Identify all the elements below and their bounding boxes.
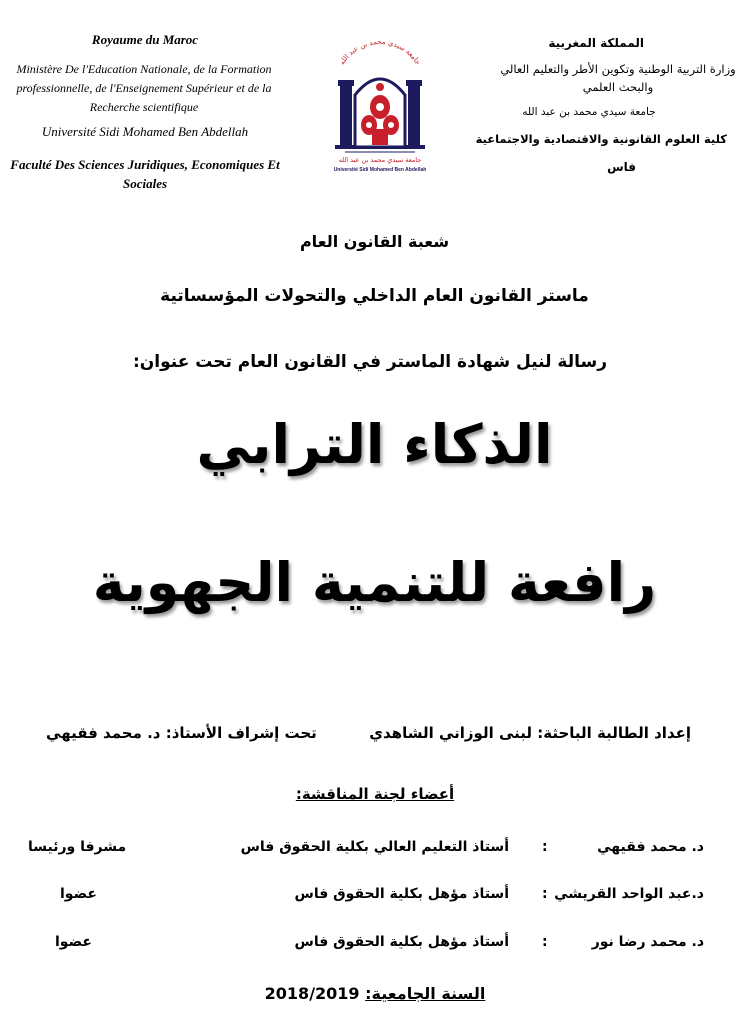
academic-year-value: 2018/2019 — [264, 984, 360, 1003]
member-colon: : — [542, 839, 548, 855]
master-program: ماستر القانون العام الداخلي والتحولات المؤسساتية — [160, 286, 589, 306]
member-role: عضوا — [55, 934, 92, 950]
supervisor-line: تحت إشراف الأستاذ: د. محمد فقيهي — [46, 724, 317, 742]
thesis-intro: رسالة لنيل شهادة الماستر في القانون العام تحت عنوان: — [132, 352, 607, 372]
member-description: أستاذ مؤهل بكلية الحقوق فاس — [294, 886, 509, 902]
academic-year — [250, 984, 500, 1003]
logo-arc-caption: جامعة سيدي محمد بن عبد الله — [337, 37, 423, 67]
member-role: مشرفا ورئيسا — [28, 839, 127, 855]
member-name: د.عبد الواحد القريشي — [554, 886, 704, 902]
ministry-fr: Ministère De l'Education Nationale, de la Formation professionnelle, de l'Enseignement Supérieur et de la Recherche scientifique — [16, 62, 272, 114]
thesis-title-line1: الذكاء الترابي — [196, 413, 553, 476]
logo-caption-fr: Université Sidi Mohamed Ben Abdellah — [333, 167, 427, 173]
department-title: شعبة القانون العام — [299, 232, 450, 251]
author-line: إعداد الطالبة الباحثة: لبنى الوزاني الشاهدي — [369, 724, 691, 742]
member-colon: : — [542, 934, 548, 950]
committee-title: أعضاء لجنة المناقشة: — [295, 785, 455, 803]
member-description: أستاذ التعليم العالي بكلية الحقوق فاس — [240, 839, 509, 855]
academic-year-label: السنة الجامعية: — [365, 984, 486, 1003]
faculty-ar: كلية العلوم القانونية والاقتصادية والاجتماعية — [475, 132, 727, 146]
member-description: أستاذ مؤهل بكلية الحقوق فاس — [294, 934, 509, 950]
svg-text:جامعة سيدي محمد بن عبد الله — [338, 38, 422, 66]
kingdom-fr: Royaume du Maroc — [91, 32, 199, 47]
author-supervisor-line — [46, 724, 691, 742]
member-name: د. محمد فقيهي — [597, 839, 704, 855]
member-name: د. محمد رضا نور — [591, 934, 704, 950]
member-colon: : — [542, 886, 548, 902]
ministry-ar: وزارة التربية الوطنية وتكوين الأطر والتعليم العالي والبحث العلمي — [500, 62, 736, 94]
kingdom-ar: المملكة المغربية — [548, 36, 644, 50]
city-ar: فاس — [607, 160, 636, 174]
university-logo — [325, 25, 435, 175]
logo-caption-ar: جامعة سيدي محمد بن عبد الله — [338, 156, 422, 164]
university-ar: جامعة سيدي محمد بن عبد الله — [522, 106, 656, 118]
member-role: عضوا — [60, 886, 97, 902]
faculty-fr: Faculté Des Sciences Juridiques, Economiques Et Sociales — [10, 157, 280, 191]
university-fr: Université Sidi Mohamed Ben Abdellah — [41, 124, 249, 139]
thesis-title-line2: رافعة للتنمية الجهوية — [92, 551, 657, 614]
